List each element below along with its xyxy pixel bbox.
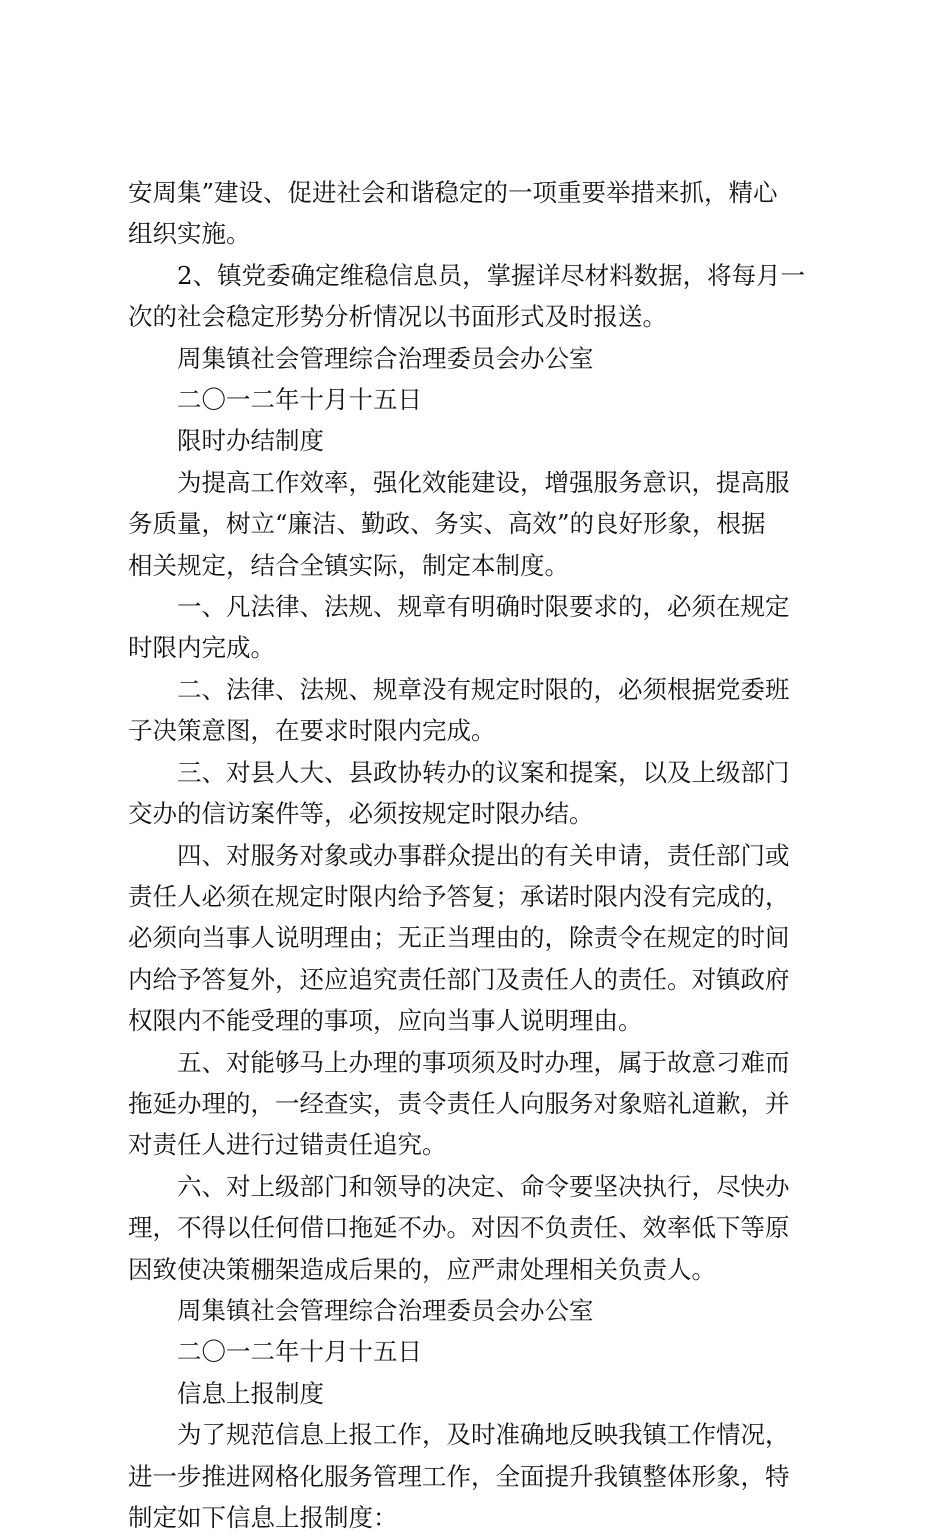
text-line: 必须向当事人说明理由；无正当理由的，除责令在规定的时间 bbox=[128, 923, 790, 953]
text-line: 四、对服务对象或办事群众提出的有关申请，责任部门或 bbox=[177, 840, 790, 870]
paragraph bbox=[128, 379, 828, 420]
paragraph bbox=[128, 835, 828, 1042]
paragraph bbox=[128, 462, 828, 586]
text-line: 六、对上级部门和领导的决定、命令要坚决执行，尽快办 bbox=[177, 1171, 790, 1201]
text-line: 组织实施。 bbox=[128, 219, 251, 249]
text-line: 进一步推进网格化服务管理工作，全面提升我镇整体形象，特 bbox=[128, 1461, 790, 1491]
text-line: 相关规定，结合全镇实际，制定本制度。 bbox=[128, 550, 569, 580]
text-line: 子决策意图，在要求时限内完成。 bbox=[128, 716, 496, 746]
text-line: 因致使决策棚架造成后果的，应严肃处理相关负责人。 bbox=[128, 1254, 716, 1284]
text-line: 周集镇社会管理综合治理委员会办公室 bbox=[177, 1295, 594, 1325]
text-line: 责任人必须在规定时限内给予答复；承诺时限内没有完成的， bbox=[128, 881, 790, 911]
paragraph bbox=[128, 1166, 828, 1290]
text-line: 2、镇党委确定维稳信息员，掌握详尽材料数据，将每月一 bbox=[177, 260, 806, 290]
text-line: 权限内不能受理的事项，应向当事人说明理由。 bbox=[128, 1006, 643, 1036]
text-line: 拖延办理的，一经查实，责令责任人向服务对象赔礼道歉，并 bbox=[128, 1088, 790, 1118]
text-line: 二、法律、法规、规章没有规定时限的，必须根据党委班 bbox=[177, 674, 790, 704]
text-line: 安周集”建设、促进社会和谐稳定的一项重要举措来抓，精心 bbox=[128, 178, 778, 207]
text-line: 理，不得以任何借口拖延不办。对因不负责任、效率低下等原 bbox=[128, 1213, 790, 1243]
paragraph bbox=[128, 586, 828, 669]
paragraph bbox=[128, 1373, 828, 1414]
text-line: 五、对能够马上办理的事项须及时办理，属于故意刁难而 bbox=[177, 1047, 790, 1077]
text-line: 二〇一二年十月十五日 bbox=[177, 385, 422, 415]
text-line: 时限内完成。 bbox=[128, 633, 275, 663]
text-line: 信息上报制度 bbox=[177, 1378, 324, 1408]
text-line: 对责任人进行过错责任追究。 bbox=[128, 1130, 447, 1160]
paragraph bbox=[128, 752, 828, 835]
text-line: 一、凡法律、法规、规章有明确时限要求的，必须在规定 bbox=[177, 592, 790, 622]
paragraph bbox=[128, 255, 828, 338]
text-line: 三、对县人大、县政协转办的议案和提案，以及上级部门 bbox=[177, 757, 790, 787]
paragraph bbox=[128, 1414, 828, 1538]
paragraph bbox=[128, 1290, 828, 1331]
text-line: 制定如下信息上报制度： bbox=[128, 1503, 398, 1532]
paragraph bbox=[128, 669, 828, 752]
text-line: 为提高工作效率，强化效能建设，增强服务意识，提高服 bbox=[177, 467, 790, 497]
text-line: 二〇一二年十月十五日 bbox=[177, 1337, 422, 1367]
text-line: 内给予答复外，还应追究责任部门及责任人的责任。对镇政府 bbox=[128, 964, 790, 994]
document-page bbox=[128, 172, 828, 1538]
paragraph bbox=[128, 172, 828, 255]
text-line: 周集镇社会管理综合治理委员会办公室 bbox=[177, 343, 594, 373]
paragraph bbox=[128, 1042, 828, 1166]
text-line: 限时办结制度 bbox=[177, 426, 324, 456]
text-line: 次的社会稳定形势分析情况以书面形式及时报送。 bbox=[128, 302, 667, 332]
paragraph bbox=[128, 1331, 828, 1372]
text-line: 务质量，树立“廉洁、勤政、务实、高效”的良好形象，根据 bbox=[128, 509, 766, 539]
text-line: 为了规范信息上报工作，及时准确地反映我镇工作情况， bbox=[177, 1420, 790, 1450]
paragraph bbox=[128, 338, 828, 379]
paragraph bbox=[128, 420, 828, 461]
text-line: 交办的信访案件等，必须按规定时限办结。 bbox=[128, 799, 594, 829]
